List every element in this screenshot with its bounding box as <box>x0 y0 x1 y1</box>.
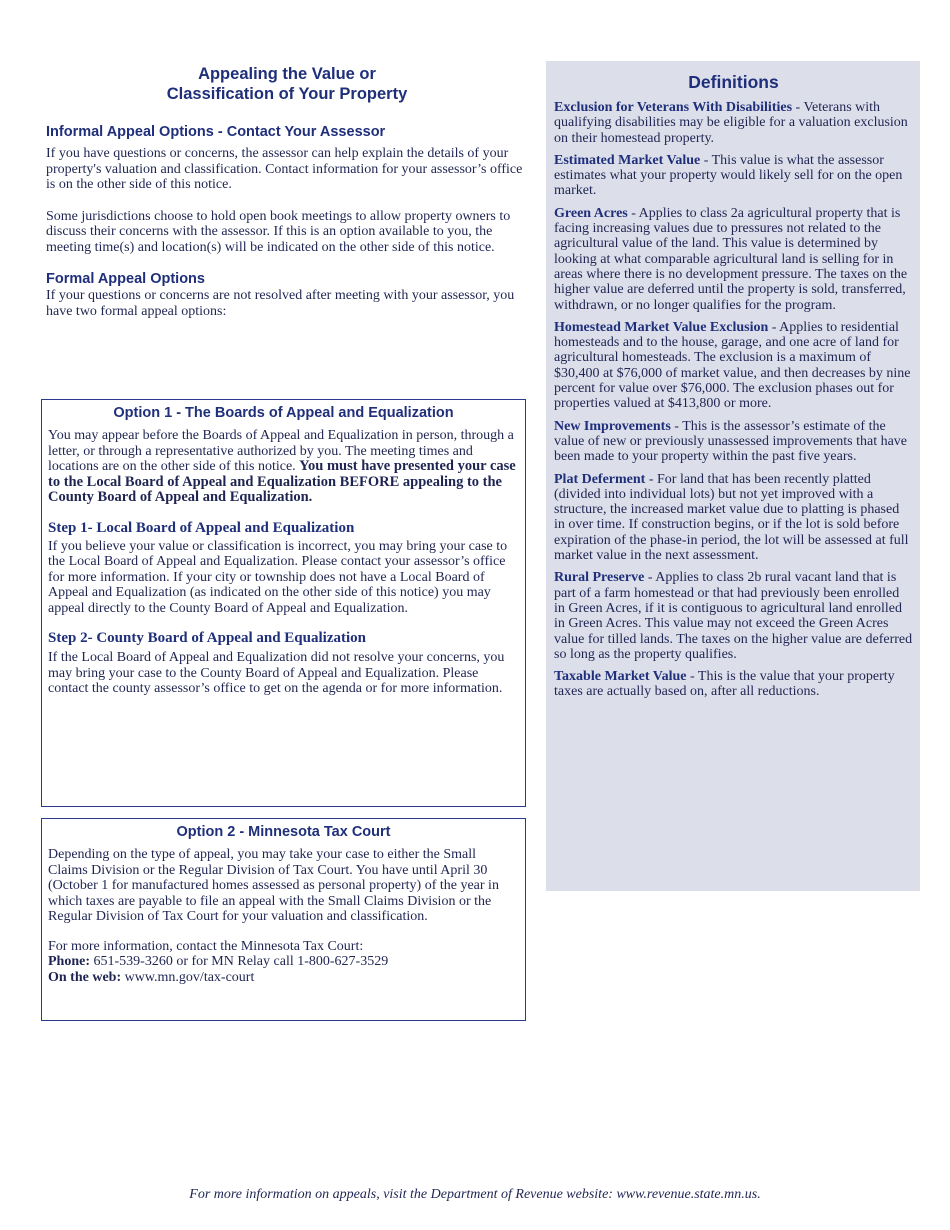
phone-label: Phone: <box>48 954 90 969</box>
formal-appeal-heading: Formal Appeal Options <box>46 271 205 287</box>
step1-heading: Step 1- Local Board of Appeal and Equalization <box>48 519 355 536</box>
definition-item <box>554 419 913 465</box>
definition-text: - Applies to class 2b rural vacant land that is part of a farm homestead or that had previously been enrolled in Green Acres, if it is contiguous to agricultural land enrolled in Green Acres. This value may not exceed the Green Acres value for tilled lands. The taxes on the higher value are deferred so long as the property qualifies. <box>554 570 913 662</box>
informal-appeal-heading: Informal Appeal Options - Contact Your Assessor <box>46 124 386 140</box>
option1-box <box>41 399 526 807</box>
formal-paragraph: If your questions or concerns are not resolved after meeting with your assessor, you have two formal appeal options: <box>46 288 515 319</box>
step2-heading: Step 2- County Board of Appeal and Equalization <box>48 630 366 646</box>
option1-title: Option 1 - The Boards of Appeal and Equalization <box>113 405 454 421</box>
option1-intro <box>48 428 519 506</box>
definition-text: - Veterans with qualifying disabilities may be eligible for a valuation exclusion on their homestead property. <box>554 100 908 146</box>
definition-term: New Improvements <box>554 418 671 434</box>
step1-text: If you believe your value or classification is incorrect, you may bring your case to the Local Board of Appeal and Equalization. Please contact your assessor’s office for more information. If your city or township does not have a Local Board of Appeal and Equalization (as indicated on the other side of this notice) you may appeal directly to the County Board of Appeal and Equalization. <box>48 538 508 616</box>
informal-paragraph-1: If you have questions or concerns, the assessor can help explain the details of your property's valuation and classification. Contact information for your assessor’s office is on the other side of this notice. <box>46 146 523 192</box>
definition-text: - This value is what the assessor estimates what your property would likely sell for on the open market. <box>554 152 903 199</box>
left-column <box>46 58 528 319</box>
definition-item <box>554 206 913 313</box>
option2-web-line <box>48 970 519 986</box>
page-title <box>46 64 528 104</box>
step2-text: If the Local Board of Appeal and Equalization did not resolve your concerns, you may bring your case to the County Board of Appeal and Equalization. Please contact the county assessor’s office to get on the agenda or for more information. <box>48 650 505 696</box>
page-title-line1: Appealing the Value or <box>198 65 376 83</box>
definition-text: - Applies to class 2a agricultural property that is facing increasing values due to pressures not related to the agricultural value of the land. This value is determined by looking at what comparable agricultural land is selling for in areas where there is no development pressure. The taxes on the higher value are deferred until the property is sold, transferred, withdrawn, or no longer qualifies for the program. <box>554 205 908 313</box>
option2-title: Option 2 - Minnesota Tax Court <box>176 824 391 840</box>
definition-term: Taxable Market Value <box>554 669 687 685</box>
option2-phone-line <box>48 954 519 970</box>
definition-term: Homestead Market Value Exclusion <box>554 319 769 335</box>
definition-term: Plat Deferment <box>554 471 646 487</box>
informal-paragraph-2: Some jurisdictions choose to hold open book meetings to allow property owners to discuss their concerns with the assessor. If this is an option available to you, the meeting time(s) and location(s) will be indicated on the other side of this notice. <box>46 208 511 255</box>
definitions-title: Definitions <box>688 72 779 92</box>
web-value: www.mn.gov/tax-court <box>121 969 255 985</box>
definition-item <box>554 153 913 199</box>
page-title-line2: Classification of Your Property <box>166 85 408 103</box>
option2-more-info: For more information, contact the Minnesota Tax Court: <box>48 938 364 954</box>
definition-term: Rural Preserve <box>554 570 645 586</box>
option1-intro-bold: You must have presented your case to the Local Board of Appeal and Equalization BEFORE appealing to the County Board of Appeal and Equalization. <box>48 458 516 505</box>
definition-item <box>554 100 913 146</box>
definition-term: Exclusion for Veterans With Disabilities <box>554 100 793 115</box>
definition-item <box>554 472 913 564</box>
phone-value: 651-539-3260 or for MN Relay call 1-800-627-3529 <box>90 954 389 969</box>
definition-text: - For land that has been recently platted (divided into individual lots) but not yet improved with a structure, the increased market value due to platting is phased in over time. If construction begins, or if the lot is sold before expiration of the phase-in period, the lot will be assessed at full market value in the next assessment. <box>554 471 909 564</box>
definition-term: Green Acres <box>554 205 628 221</box>
definition-item <box>554 570 913 662</box>
option2-box <box>41 818 526 1021</box>
web-label: On the web: <box>48 969 122 985</box>
definition-text: - Applies to residential homesteads and to the house, garage, and one acre of land for agricultural homesteads. The exclusion is a maximum of $30,400 at $76,000 of market value, and then decreases by nine percent for value over $76,000. The exclusion phases out for properties valued at $413,800 or more. <box>554 319 911 412</box>
footer-note: For more information on appeals, visit the Department of Revenue website: www.revenue.state.mn.us. <box>189 1187 761 1202</box>
definition-text: - This is the assessor’s estimate of the value of new or previously unassessed improvements that have been made to your property within the past five years. <box>554 418 908 465</box>
definition-term: Estimated Market Value <box>554 152 701 168</box>
option2-text: Depending on the type of appeal, you may take your case to either the Small Claims Division or the Regular Division of Tax Court. You have until April 30 (October 1 for manufactured homes assessed as personal property) of the year in which taxes are payable to file an appeal with the Small Claims Division or the Regular Division of Tax Court for your valuation and classification. <box>48 847 499 924</box>
definition-text: - This is the value that your property taxes are actually based on, after all reductions. <box>554 669 895 700</box>
definition-item <box>554 669 913 700</box>
definitions-panel <box>546 61 920 891</box>
option1-intro-text: You may appear before the Boards of Appeal and Equalization in person, through a letter, or through a representative authorized by you. The meeting times and locations are on the other side of this notice. <box>48 428 514 474</box>
definition-item <box>554 320 913 412</box>
